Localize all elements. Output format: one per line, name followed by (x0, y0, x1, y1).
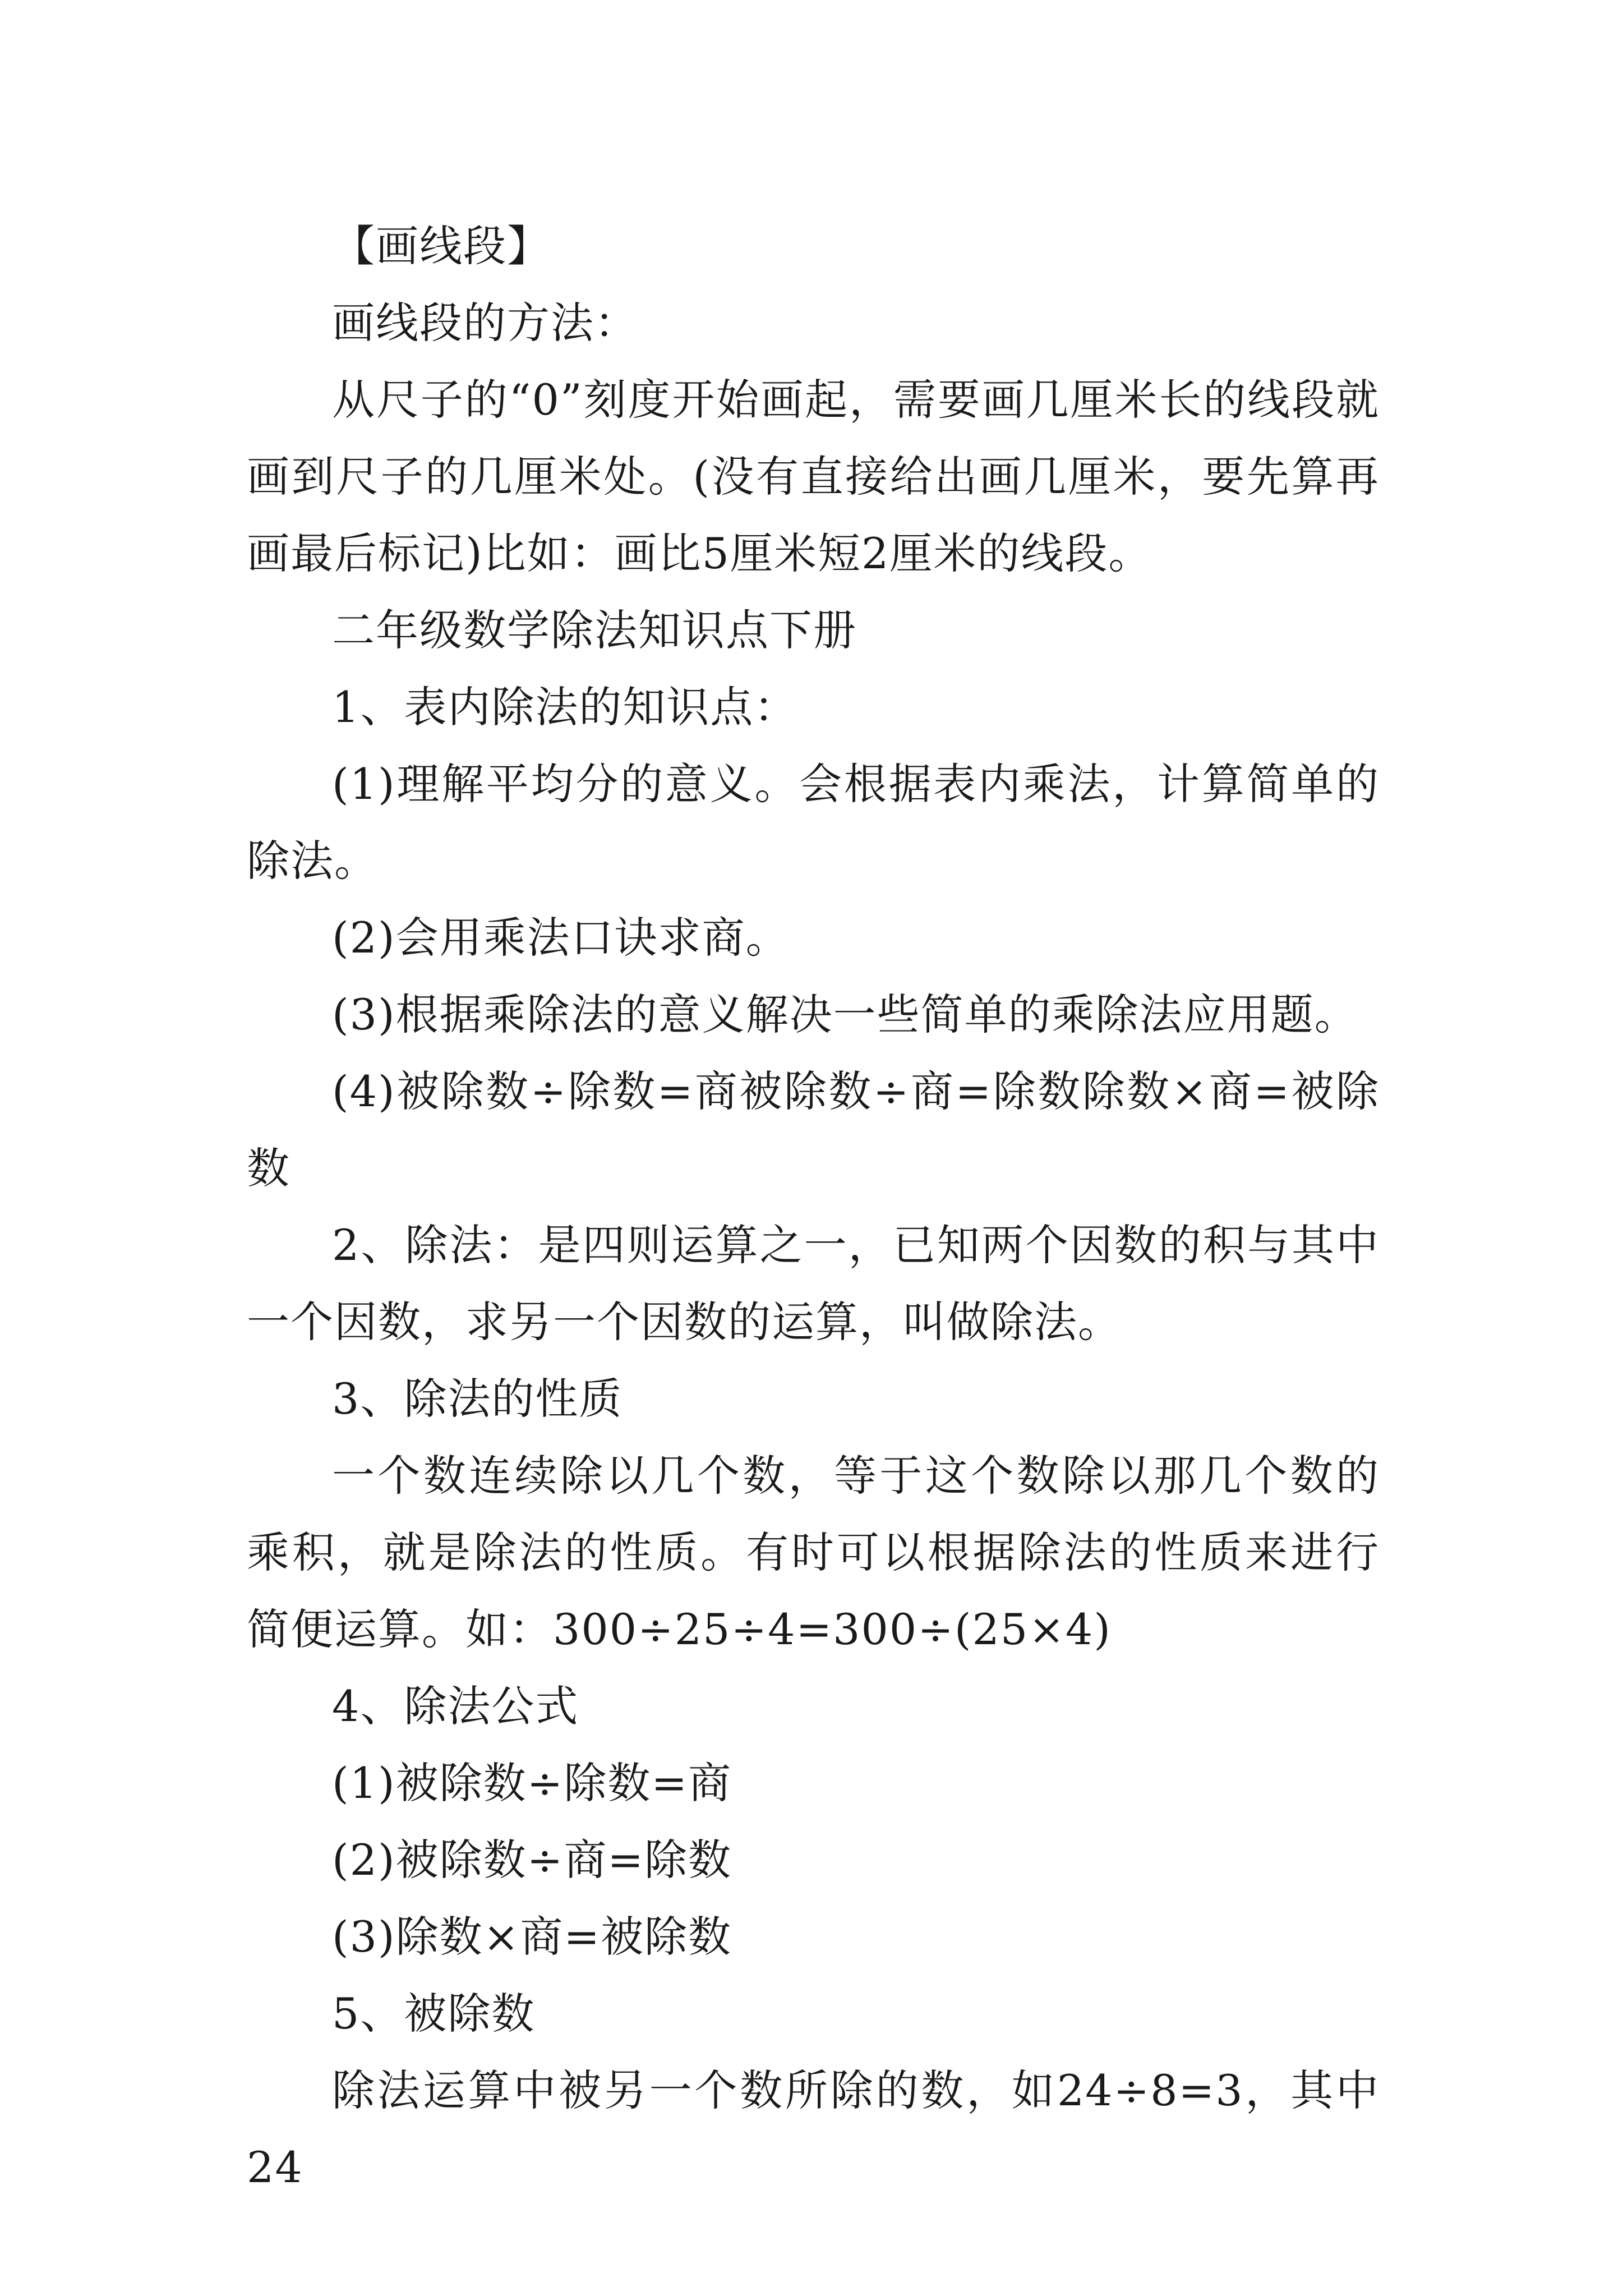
item-heading-2-definition: 2、除法：是四则运算之一，已知两个因数的积与其中一个因数，求另一个因数的运算，叫做除法。 (247, 1220, 1380, 1347)
list-item-1-2: (2)会用乘法口诀求商。 (332, 913, 790, 963)
paragraph-dividend-definition: 除法运算中被另一个数所除的数，如24÷8=3，其中24 (247, 2065, 1380, 2192)
formula-2: (2)被除数÷商=除数 (332, 1835, 732, 1885)
section-heading-division: 二年级数学除法知识点下册 (332, 605, 857, 655)
item-heading-4: 4、除法公式 (332, 1681, 579, 1731)
formula-3: (3)除数×商=被除数 (332, 1912, 732, 1962)
list-item-1-4: (4)被除数÷除数=商被除数÷商=除数除数×商=被除数 (247, 1066, 1380, 1193)
paragraph-method-text: 从尺子的“0”刻度开始画起，需要画几厘米长的线段就画到尺子的几厘米处。(没有直接给出画几厘米，要先算再画最后标记)比如：画比5厘米短2厘米的线段。 (247, 375, 1380, 578)
paragraph-method-title: 画线段的方法： (332, 298, 638, 348)
item-heading-3: 3、除法的性质 (332, 1374, 623, 1424)
section-heading-draw-line: 【画线段】 (332, 221, 551, 271)
paragraph-division-property: 一个数连续除以几个数，等于这个数除以那几个数的乘积，就是除法的性质。有时可以根据除法的性质来进行简便运算。如：300÷25÷4=300÷(25×4) (247, 1451, 1380, 1654)
item-heading-1: 1、表内除法的知识点： (332, 682, 798, 732)
item-heading-5: 5、被除数 (332, 1989, 536, 2039)
document-body (247, 208, 1380, 2206)
list-item-1-1: (1)理解平均分的意义。会根据表内乘法，计算简单的除法。 (247, 759, 1380, 886)
formula-1: (1)被除数÷除数=商 (332, 1758, 732, 1808)
list-item-1-3: (3)根据乘除法的意义解决一些简单的乘除法应用题。 (332, 990, 1358, 1039)
